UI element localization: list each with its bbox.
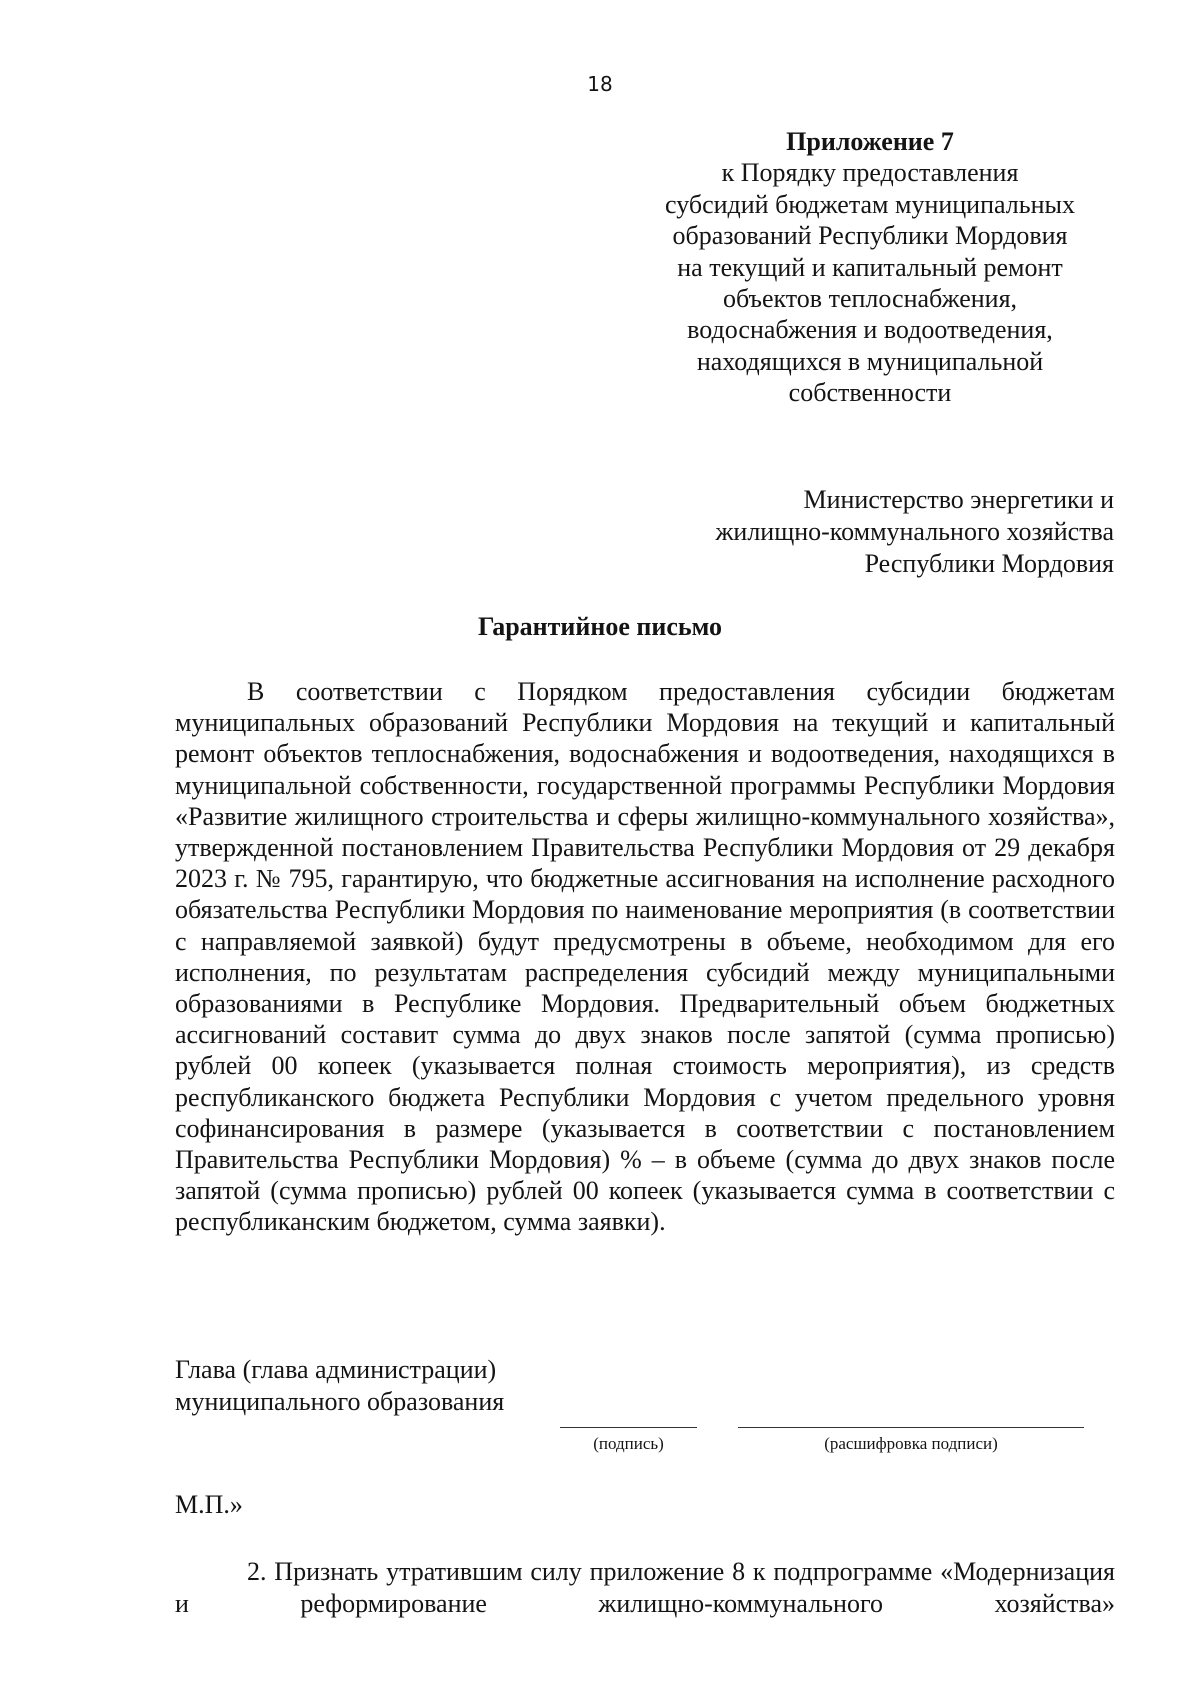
signature-decode-caption: (расшифровка подписи) — [824, 1434, 998, 1453]
stamp-place: М.П.» — [175, 1490, 243, 1519]
addressee-line: Министерство энергетики и — [803, 485, 1114, 514]
signature-block — [175, 1354, 504, 1418]
addressee-line: Республики Мордовия — [864, 549, 1114, 578]
paragraph-2: 2. Признать утратившим силу приложение 8 к подпрограмме «Модернизация и реформирование жилищно-коммунального хозяйства» — [175, 1557, 1115, 1618]
signatory-title-line: муниципального образования — [175, 1387, 505, 1416]
appendix-line: образований Республики Мордовия — [672, 221, 1068, 251]
page-number: 18 — [587, 72, 613, 96]
appendix-title: Приложение 7 — [786, 127, 954, 156]
appendix-line: собственности — [788, 378, 952, 408]
appendix-line: объектов теплоснабжения, — [722, 284, 1018, 314]
signatory-title-line: Глава (глава администрации) — [175, 1355, 497, 1384]
appendix-line: на текущий и капитальный ремонт — [677, 252, 1063, 282]
signature-caption: (подпись) — [593, 1434, 664, 1453]
appendix-line: субсидий бюджетам муниципальных — [665, 189, 1075, 219]
signature-line — [560, 1427, 697, 1428]
addressee-line: жилищно-коммунального хозяйства — [715, 517, 1114, 546]
letter-body: В соответствии с Порядком предоставления субсидии бюджетам муниципальных образований Республики Мордовия на текущий и капитальный ремонт объектов теплоснабжения, водоснабжения и водоотведения, находящихся в муниципальной собственности, государственной программы Республики Мордовия «Развитие жилищного строительства и сферы жилищно-коммунального хозяйства», утвержденной постановлением Правительства Республики Мордовия от 29 декабря 2023 г. № 795, гарантирую, что бюджетные ассигнования на исполнение расходного обязательства Республики Мордовия по наименование мероприятия (в соответствии с направляемой заявкой) будут предусмотрены в объеме, необходимом для его исполнения, по результатам распределения субсидий между муниципальными образованиями в Республике Мордовия. Предварительный объем бюджетных ассигнований составит сумма до двух знаков после запятой (сумма прописью) рублей 00 копеек (указывается полная стоимость мероприятия), из средств республиканского бюджета Республики Мордовия с учетом предельного уровня софинансирования в размере (указывается в соответствии с постановлением Правительства Республики Мордовия) % – в объеме (сумма до двух знаков после запятой (сумма прописью) рублей 00 копеек (указывается сумма в соответствии с республиканским бюджетом, сумма заявки). — [175, 677, 1115, 1237]
appendix-line: к Порядку предоставления — [721, 158, 1019, 188]
signature-decode-line — [738, 1427, 1084, 1428]
addressee-block — [594, 484, 1114, 580]
appendix-header — [640, 126, 1100, 409]
appendix-line: водоснабжения и водоотведения, — [687, 315, 1053, 345]
appendix-line: находящихся в муниципальной — [696, 346, 1044, 376]
document-title: Гарантийное письмо — [477, 612, 723, 641]
